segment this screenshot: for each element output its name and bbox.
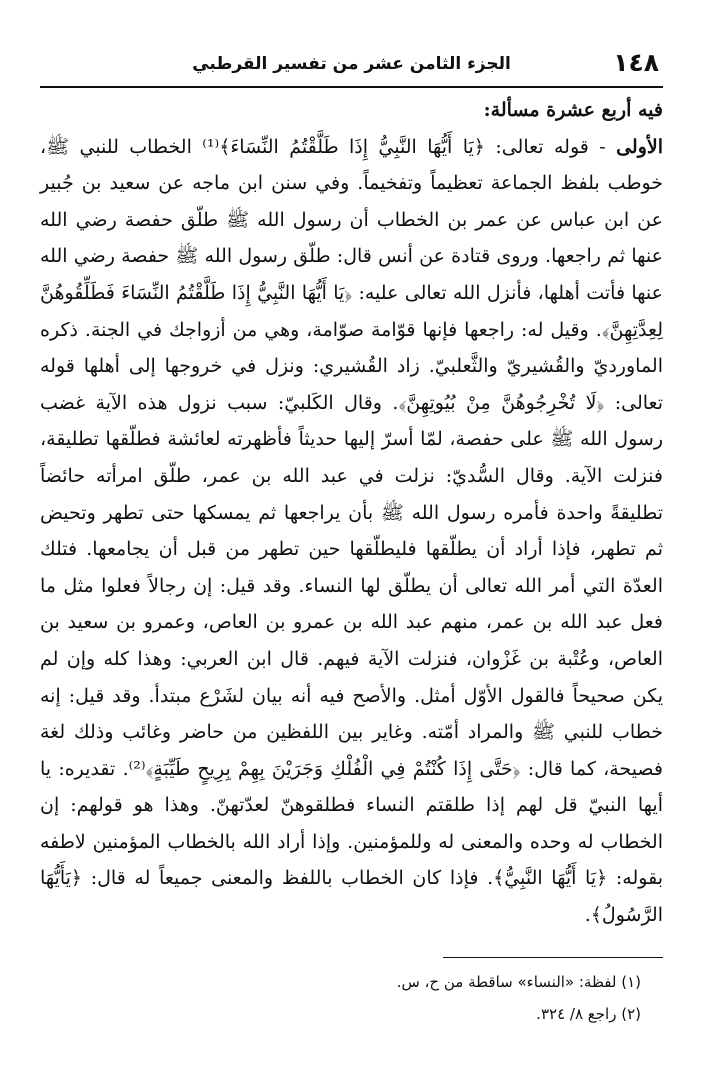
main-text (40, 92, 663, 934)
page-header (40, 46, 663, 86)
first-issue-paragraph (40, 129, 663, 934)
page-number: ١٤٨ (613, 48, 659, 77)
footnotes (40, 966, 663, 1030)
running-title: الجزء الثامن عشر من تفسير القرطبي (192, 54, 511, 74)
header-rule (40, 86, 663, 88)
footnote-rule (443, 957, 663, 958)
issue-heading: الأولى (616, 135, 663, 158)
issue-text: - قوله تعالى: ﴿يَا أَيُّهَا النَّبِيُّ إِذَا طَلَّقْتُمُ النِّسَاءَ﴾⁽¹⁾ الخطاب للنبي ﷺ، خوطب بلفظ الجماعة تعظيماً وتفخيماً. وفي سنن ابن ماجه عن سعيد بن جُبير عن ابن عباس عن عمر بن الخطاب أن رسول الله ﷺ طلّق حفصة رضي الله عنها ثم راجعها. وروى قتادة عن أنس قال: طلّق رسول الله ﷺ حفصة رضي الله عنها فأتت أهلها، فأنزل الله تعالى عليه: ﴿يَا أَيُّهَا النَّبِيُّ إِذَا طَلَّقْتُمُ النِّسَاءَ فَطَلِّقُوهُنَّ لِعِدَّتِهِنَّ﴾. وقيل له: راجعها فإنها قوّامة صوّامة، وهي من أزواجك في الجنة. ذكره الماورديّ والقُشيريّ والثَّعلبيّ. زاد القُشيري: ونزل في خروجها إلى أهلها قوله تعالى: ﴿لَا تُخْرِجُوهُنَّ مِنْ بُيُوتِهِنَّ﴾. وقال الكَلبيّ: سبب نزول هذه الآية غضب رسول الله ﷺ على حفصة، لمّا أسرّ إليها حديثاً فأظهرته لعائشة فطلّقها تطليقة، فنزلت الآية. وقال السُّديّ: نزلت في عبد الله بن عمر، طلّق امرأته حائضاً تطليقةً واحدة فأمره رسول الله ﷺ بأن يراجعها ثم يمسكها حتى تطهر وتحيض ثم تطهر، فإذا أراد أن يطلّقها فليطلّقها حين تطهر من قبل أن يجامعها. فتلك العدّة التي أمر الله تعالى أن يطلّق لها النساء. وقد قيل: إن رجالاً فعلوا مثل ما فعل عبد الله بن عمر، منهم عبد الله بن عمرو بن العاص، وعمرو بن سعيد بن العاص، وعُتْبة بن غَزْوان، فنزلت الآية فيهم. قال ابن العربي: وهذا كله وإن لم يكن صحيحاً فالقول الأوّل أمثل. والأصح فيه أنه بيان لشَرْع مبتدأ. وقد قيل: إنه خطاب للنبي ﷺ والمراد أمّته. وغاير بين اللفظين من حاضر وغائب وذلك لغة فصيحة، كما قال: ﴿حَتَّى إِذَا كُنْتُمْ فِي الْفُلْكِ وَجَرَيْنَ بِهِمْ بِرِيحٍ طَيِّبَةٍ﴾⁽²⁾. تقديره: يا أيها النبيّ قل لهم إذا طلقتم النساء فطلقوهنّ لعدّتهنّ. وهذا هو قولهم: إن الخطاب له وحده والمعنى له وللمؤمنين. وإذا أراد الله بالخطاب المؤمنين لاطفه بقوله: ﴿يَا أَيُّهَا النَّبِيُّ﴾. فإذا كان الخطاب باللفظ والمعنى جميعاً له قال: ﴿يَأَيُّهَا الرَّسُولُ﴾. (40, 135, 663, 927)
intro-line: فيه أربع عشرة مسألة: (483, 99, 663, 121)
footnote-2: (٢) راجع ٨/ ٣٢٤. (536, 1005, 641, 1023)
footnote-1: (١) لفظة: «النساء» ساقطة من ح، س. (396, 973, 641, 991)
